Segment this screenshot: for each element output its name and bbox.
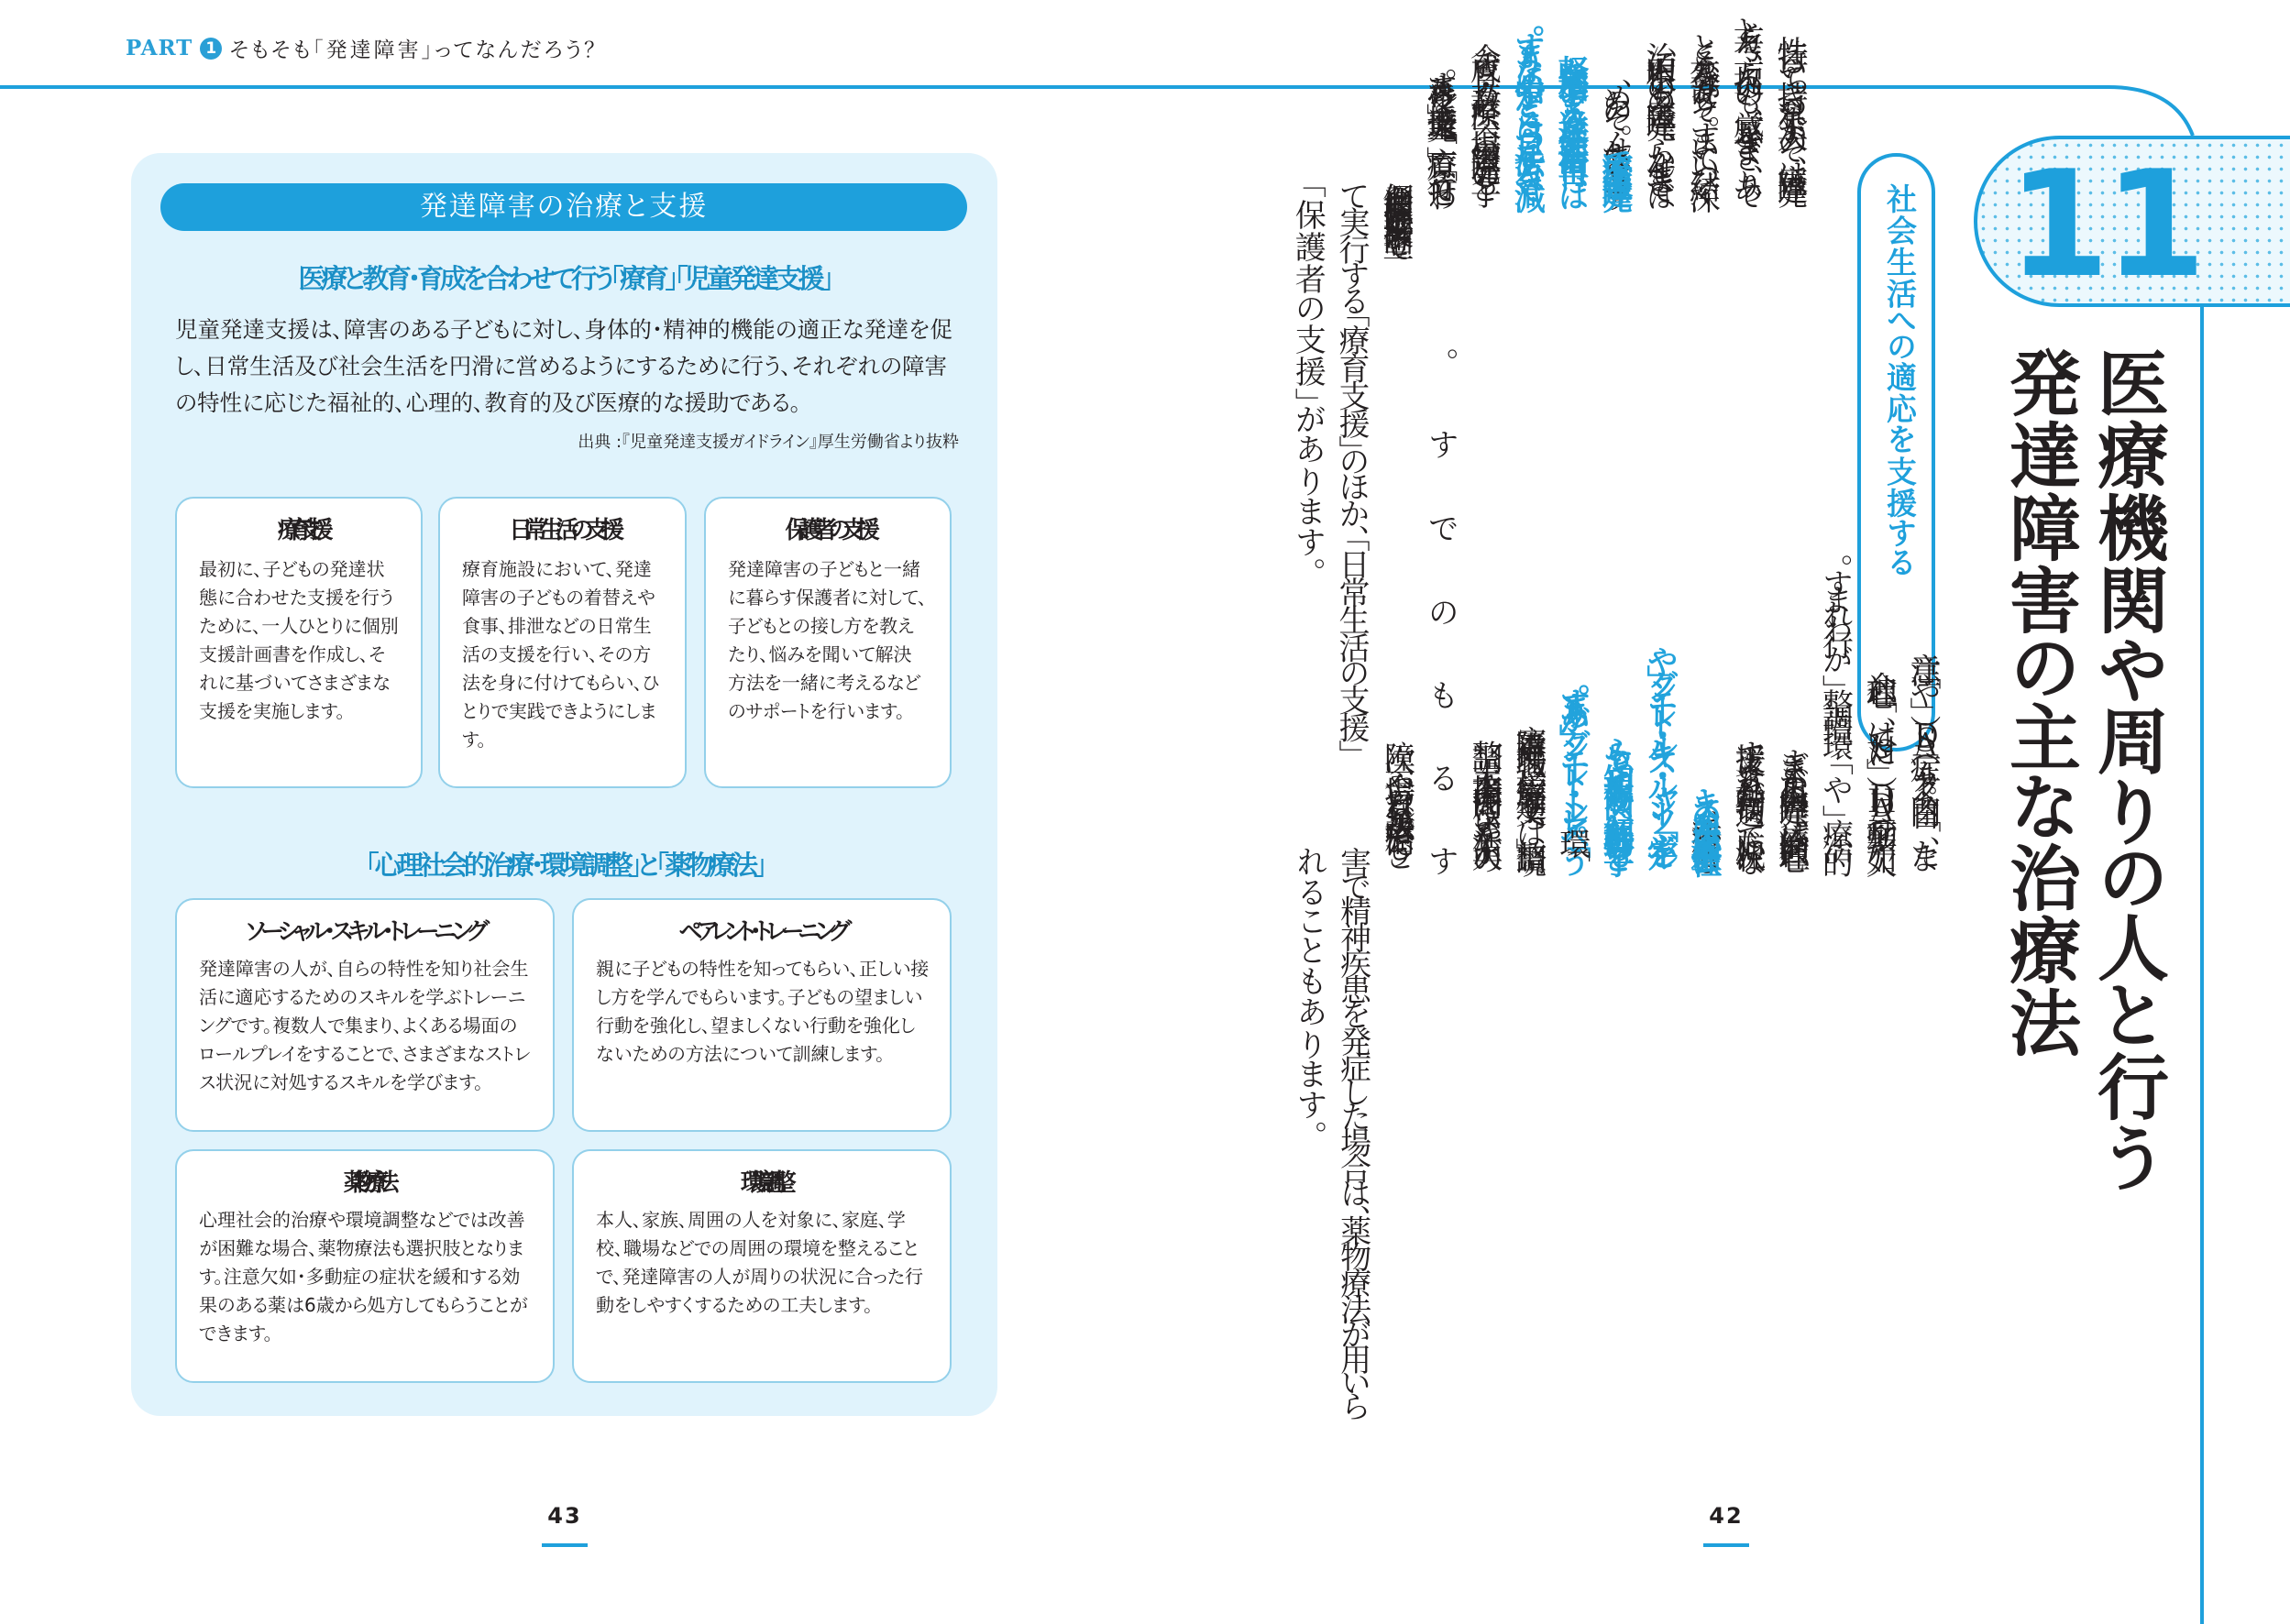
text-column [1417,847,1461,1416]
breadcrumb: そもそも「発達障害」ってなんだろう？ [229,38,598,62]
card-title: ペアレント・トレーニング [678,918,845,946]
card-title: 薬物療法 [343,1169,387,1197]
card-body: 心理社会的治療や環境調整などでは改善が困難な場合、薬物療法も選択肢となります。注意欠如・多動症の症状を緩和する効果のある薬は6歳から処方してもらうことができます。 [199,1209,528,1344]
title-line: 発達障害の主な治療法 [1998,346,2080,1059]
card-title: 療育支援 [277,517,321,544]
card-guardian-support [704,497,952,788]
intro-block [175,312,959,453]
text-column [1503,182,1547,752]
body-text-lower [1286,847,1943,1416]
body-text: れることもあります。 [1290,847,1327,1137]
text-column [1899,847,1943,1416]
panel-title: 発達障害の治療と支援 [160,183,967,231]
text-column [1461,847,1505,1416]
text-column [1505,847,1549,1416]
card-body: 最初に、子どもの発達状態に合わせた支援を行うために、一人ひとりに個別支援計画書を作成し、それに基づいてさまざまな支援を実施します。 [199,558,399,722]
card-social-skills-training [175,898,555,1132]
text-column [1635,182,1679,752]
chapter-number: 11 [2008,138,2201,310]
text-column [1593,847,1637,1416]
body-text: 「保護者の支援」があります。 [1289,182,1327,575]
card-daily-life-support [438,497,687,788]
card-environment-adjustment [572,1149,952,1383]
page-number-left: 43 [547,1503,582,1529]
page-number-underline [1703,1543,1749,1547]
body-text: 害で精神疾患を発症した場合は、薬物療法が用いら [1334,847,1371,1417]
card-title: 環境調整 [740,1169,784,1197]
section-heading-ryoiku: 医療と教育･育成を合わせて行う「療育」「児童発達支援」 [298,263,831,294]
part-label: PART [126,36,193,60]
text-column [1723,182,1767,752]
text-column [1416,182,1460,752]
card-body: 発達障害の子どもと一緒に暮らす保護者に対して、子どもとの接し方を教えたり、悩みを聞いて解決方法を一緒に考えるなどのサポートを行います。 [728,558,928,722]
page-number-underline [542,1543,588,1547]
card-parent-training [572,898,952,1132]
intro-paragraph: 児童発達支援は、障害のある子どもに対し、身体的・精神的機能の適正な発達を促し、日常生活及び社会生活を円滑に営めるようにするために行う、それぞれの障害の特性に応じた福祉的、心理的、教育的及び医療的な援助である。 [175,316,952,416]
text-column [1328,182,1372,752]
card-title: 保護者の支援 [785,517,871,544]
source-citation: 出典 :『児童発達支援ガイドライン』厚生労働省より抜粋 [578,433,959,452]
part-number-badge: 1 [200,38,222,60]
text-column [1591,182,1635,752]
page-number-right: 42 [1709,1503,1744,1529]
body-text: て実行する「療育支援」のほか、「日常生活の支援」 [1333,182,1371,752]
section-heading-treatment: 「心理社会的治療・環境調整」と「薬物療法」 [365,850,764,881]
card-body: 発達障害の人が、自らの特性を知り社会生活に適応するためのスキルを学ぶトレーニングです。複数人で集まり、よくある場面のロールプレイをすることで、さまざまなストレス状況に対処するスキルを学びます。 [199,958,531,1093]
body-text-upper [1284,182,1811,752]
card-body: 療育施設において、発達障害の子どもの着替えや食事、排泄などの日常生活の支援を行い、その方法を身に付けてもらい、ひとりで実践できようにします。 [462,558,660,751]
text-column [1768,847,1812,1416]
text-column [1284,182,1328,752]
text-column [1460,182,1504,752]
text-column [1372,182,1416,752]
card-drug-therapy [175,1149,555,1383]
card-body: 親に子どもの特性を知ってもらい、正しい接し方を学んでもらいます。子どもの望ましい行動を強化し、望ましくない行動を強化しないための方法について訓練します。 [596,958,930,1065]
text-column [1812,847,1856,1416]
card-title: 日常生活の支援 [509,517,616,544]
text-column [1680,847,1724,1416]
text-column [1549,847,1593,1416]
text-column [1724,847,1768,1416]
text-column [1374,847,1418,1416]
subtitle: 社会生活への適応を支援する [1882,183,1918,578]
text-column [1679,182,1723,752]
text-column [1286,847,1330,1416]
text-column [1330,847,1374,1416]
text-column [1636,847,1680,1416]
card-title: ソーシャル・スキル・トレーニング [246,918,484,946]
card-body: 本人、家族、周囲の人を対象に、家庭、学校、職場などでの周囲の環境を整えることで、発達障害の人が周りの状況に合った行動をしやすくするための工夫します。 [596,1209,923,1316]
page-title [1995,346,2171,1193]
text-column [1767,182,1811,752]
title-line: 医療機関や周りの人と行う [2086,346,2168,1193]
text-column [1547,182,1591,752]
card-ryoiku-support [175,497,423,788]
body-text: 個々の発達状況や困りごとに応じて支援計画を立て [1376,182,1414,234]
text-column [1855,847,1899,1416]
running-header [126,33,598,63]
